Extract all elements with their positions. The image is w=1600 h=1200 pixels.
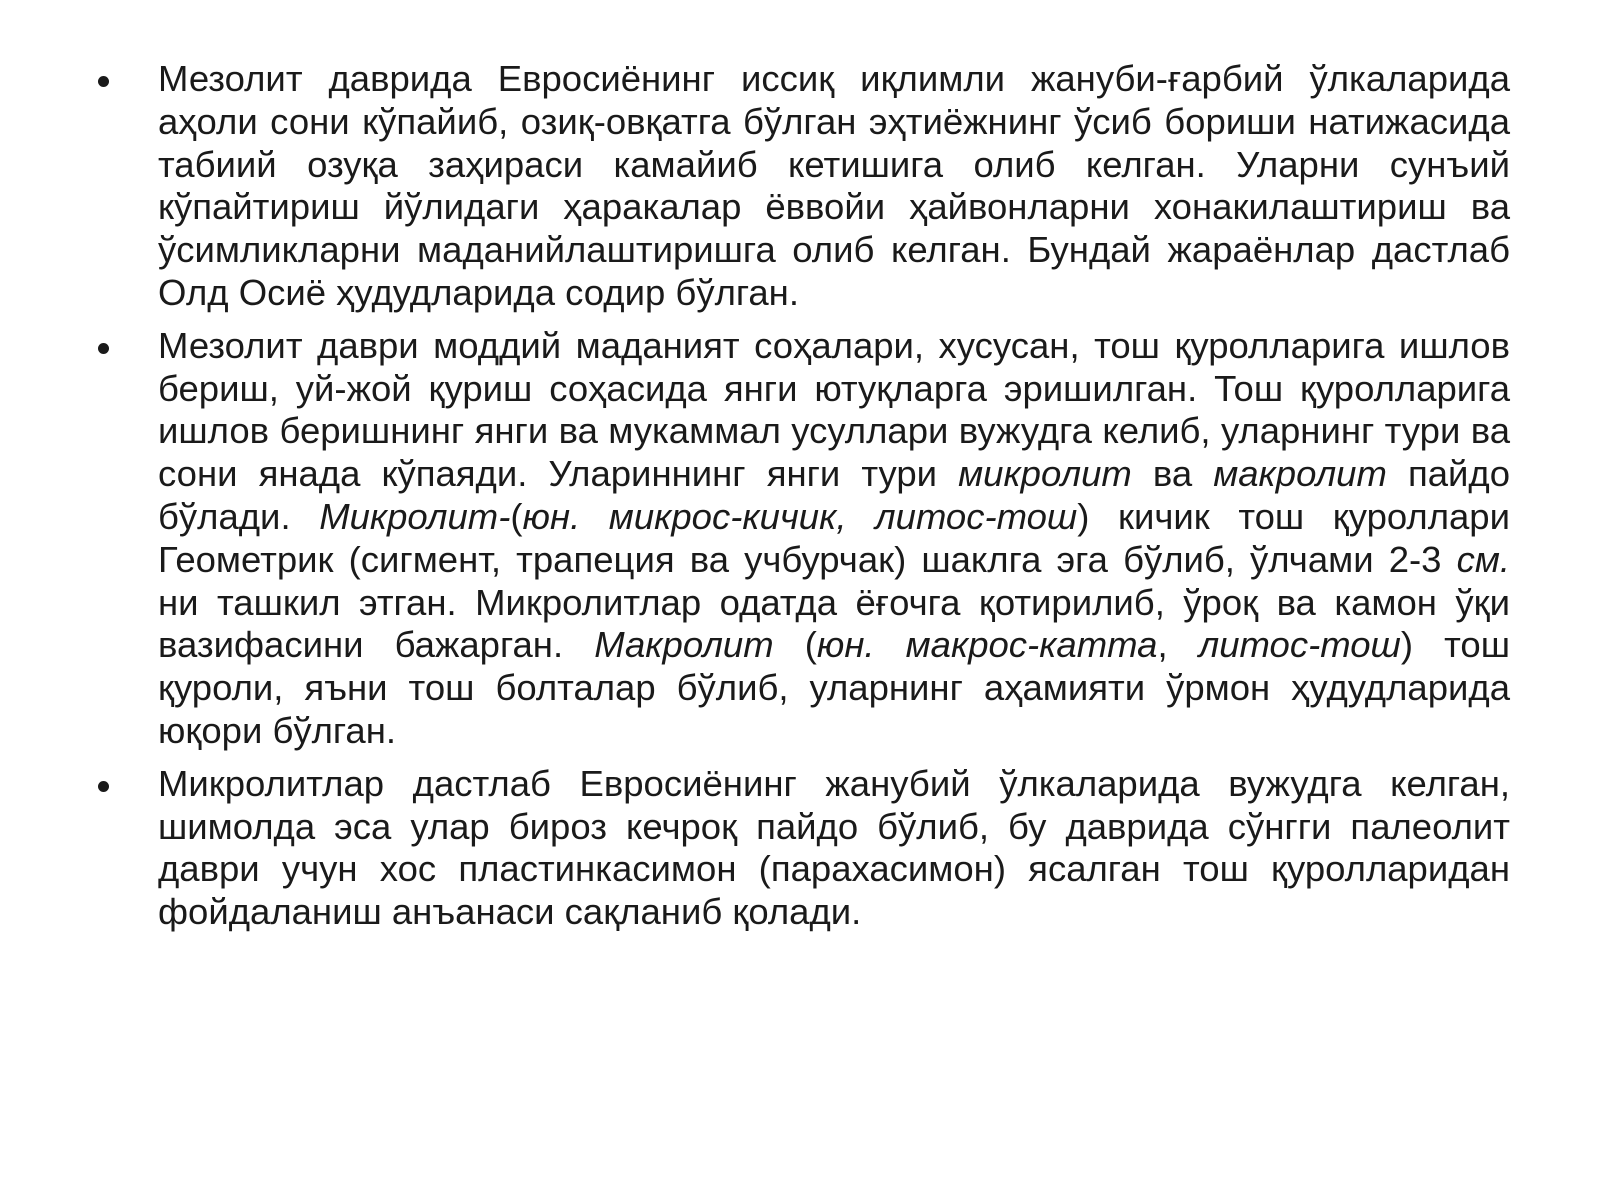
- term-microlith-definition: Микролит-: [319, 495, 511, 537]
- term-microlith: микролит: [958, 453, 1132, 495]
- etymology-macrolith: юн. макрос-катта: [816, 624, 1158, 666]
- paragraph-text: Мезолит даврида Евросиёнинг иссиқ иқлимли жануби-ғарбий ўлкаларида аҳоли сони кўпайиб, озиқ-овқатга бўлган эҳтиёжнинг ўсиб бориши натижасида табиий озуқа заҳираси камайиб кетишига олиб келган. Уларни сунъий кўпайтириш йўлидаги ҳаракалар ёввойи ҳайвонларни хонакилаштириш ва ўсимликларни маданийлаштиришга олиб келган. Бундай жараёнлар дастлаб Олд Осиё ҳудудларида содир бўлган.: [158, 58, 1510, 313]
- bullet-item: [92, 763, 1510, 934]
- etymology-lithos: литос-тош: [1198, 624, 1401, 666]
- bullet-dot-icon: [98, 781, 109, 792]
- bullet-dot-icon: [98, 343, 109, 354]
- bullet-dot-icon: [98, 76, 109, 87]
- paragraph-text: Микролитлар дастлаб Евросиёнинг жанубий ўлкаларида вужудга келган, шимолда эса улар бироз кечроқ пайдо бўлиб, бу даврида сўнгги палеолит даври учун хос пластинкасимон (парахасимон) ясалган тош қуролларидан фойдаланиш анъанаси сақланиб қолади.: [158, 762, 1510, 933]
- bullet-item: [92, 58, 1510, 315]
- bullet-item: [92, 325, 1510, 753]
- bullet-list: [92, 58, 1510, 934]
- term-macrolith-definition: Макролит: [594, 624, 774, 666]
- paragraph-text: Мезолит даври моддий маданият соҳалари, хусусан, тош қуролларига ишлов бериш, уй-жой қуриш соҳасида янги ютуқларга эришилган. Тош қуролларига ишлов беришнинг янги ва мукаммал усуллари вужудга келиб, уларнинг тури ва сони янада кўпаяди. Улариннинг янги тури микролит ва макролит пайдо бўлади. Микролит-(юн. микрос-кичик, литос-тош) кичик тош қуроллари Геометрик (сигмент, трапеция ва учбурчак) шаклга эга бўлиб, ўлчами 2-3 см. ни ташкил этган. Микролитлар одатда ёғочга қотирилиб, ўроқ ва камон ўқи вазифасини бажарган. Макролит (юн. макрос-катта, литос-тош) тош қуроли, яъни тош болталар бўлиб, уларнинг аҳамияти ўрмон ҳудудларида юқори бўлган.: [158, 324, 1510, 751]
- etymology-microlith: юн. микрос-кичик, литос-тош: [522, 495, 1078, 537]
- unit-cm: см.: [1456, 538, 1510, 580]
- term-macrolith: макролит: [1213, 453, 1387, 495]
